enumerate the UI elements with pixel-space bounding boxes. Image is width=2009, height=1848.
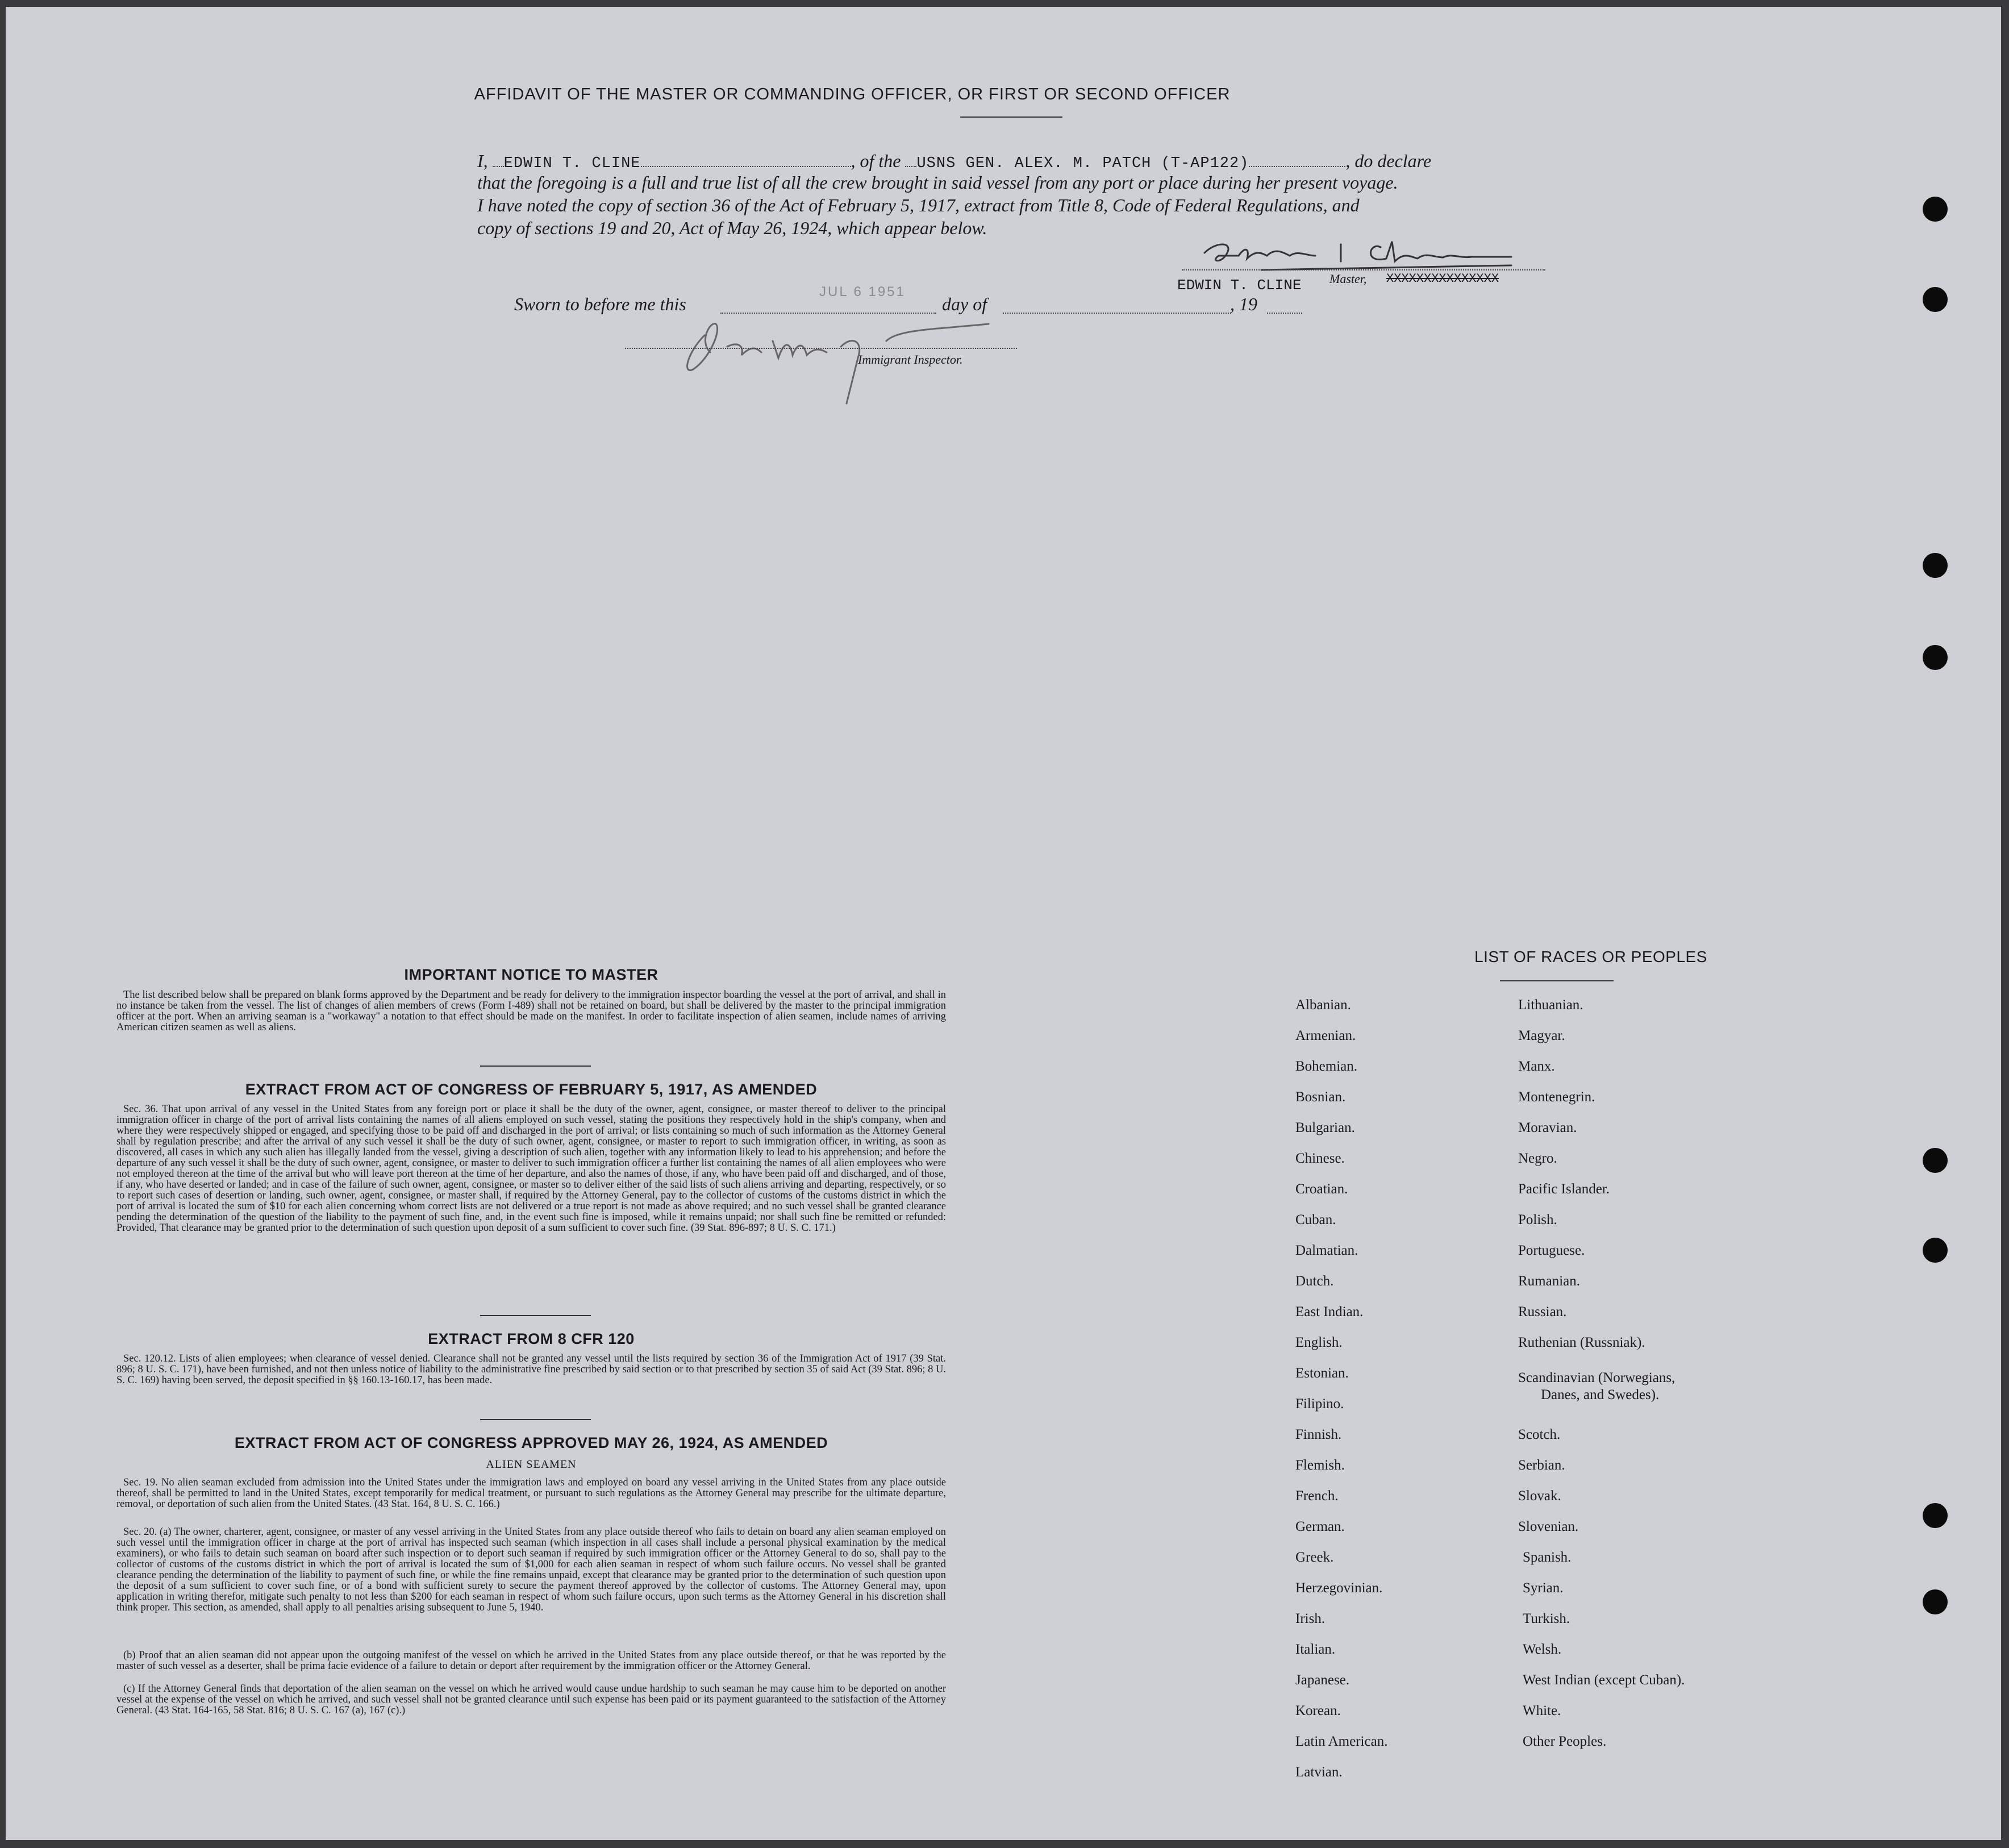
race-left-item: Albanian. bbox=[1295, 997, 1351, 1013]
race-left-item: Bohemian. bbox=[1295, 1059, 1358, 1074]
race-right-item: Scotch. bbox=[1518, 1427, 1561, 1442]
race-right-item: Montenegrin. bbox=[1518, 1089, 1595, 1105]
do-declare-text: , do declare bbox=[1345, 151, 1432, 171]
race-left-item: Croatian. bbox=[1295, 1181, 1348, 1197]
affidavit-line-3: I have noted the copy of section 36 of the Act of February 5, 1917, extract from Title 8, Code of Federal Regulations, and bbox=[477, 195, 1360, 215]
race-right-item: Syrian. bbox=[1523, 1580, 1564, 1596]
notice-divider bbox=[480, 1065, 591, 1067]
punch-hole bbox=[1923, 1238, 1948, 1263]
master-label: Master, bbox=[1329, 272, 1367, 286]
struck-title: XXXXXXXXXXXXXXX bbox=[1386, 272, 1499, 286]
race-left-item: Estonian. bbox=[1295, 1366, 1349, 1381]
race-left-item: Greek. bbox=[1295, 1550, 1334, 1565]
extract-1924-subtitle: ALIEN SEAMEN bbox=[486, 1458, 577, 1471]
of-the-text: , of the bbox=[851, 151, 901, 171]
race-right-item: Serbian. bbox=[1518, 1458, 1565, 1473]
race-right-item: Lithuanian. bbox=[1518, 997, 1583, 1013]
punch-hole bbox=[1923, 1589, 1948, 1614]
extract-1924-title: EXTRACT FROM ACT OF CONGRESS APPROVED MAY 26, 1924, AS AMENDED bbox=[234, 1434, 828, 1451]
year-prefix: , 19 bbox=[1230, 294, 1257, 314]
extract-1917-divider bbox=[480, 1315, 591, 1316]
race-right-item: Pacific Islander. bbox=[1518, 1181, 1610, 1197]
punch-hole bbox=[1923, 553, 1948, 578]
punch-hole bbox=[1923, 1148, 1948, 1173]
race-left-item: Finnish. bbox=[1295, 1427, 1342, 1442]
sec-19-text: Sec. 19. No alien seaman excluded from admission into the United States under the immigration laws and employed on board any vessel arriving in the United States from any place outside thereof, shall be permitted to land in the United States, except temporarily for medical treatment, or pursuant to such regulations as the Attorney General may prescribe for the ultimate departure, removal, or deportation of such alien from the United States. (43 Stat. 164, 8 U. S. C. 166.) bbox=[116, 1477, 946, 1510]
race-right-item: Welsh. bbox=[1523, 1642, 1562, 1657]
inspector-label: Immigrant Inspector. bbox=[858, 352, 963, 367]
race-left-item: Armenian. bbox=[1295, 1028, 1356, 1043]
day-of-text: day of bbox=[942, 294, 987, 314]
scan-edge-top bbox=[0, 0, 2009, 7]
affidavit-line-1 bbox=[477, 149, 1431, 172]
race-left-item: Italian. bbox=[1295, 1642, 1336, 1657]
race-left-item: Bosnian. bbox=[1295, 1089, 1346, 1105]
race-right-item: Turkish. bbox=[1523, 1611, 1570, 1626]
race-left-item: German. bbox=[1295, 1519, 1345, 1534]
race-right-item: Spanish. bbox=[1523, 1550, 1572, 1565]
race-right-item: Manx. bbox=[1518, 1059, 1555, 1074]
race-right-item: Slovenian. bbox=[1518, 1519, 1579, 1534]
punch-hole bbox=[1923, 645, 1948, 670]
race-right-item: West Indian (except Cuban). bbox=[1523, 1672, 1685, 1688]
scan-edge-right bbox=[2001, 0, 2009, 1848]
race-right-item: Negro. bbox=[1518, 1151, 1557, 1166]
signature-line bbox=[1182, 269, 1545, 270]
race-left-item: Chinese. bbox=[1295, 1151, 1345, 1166]
signature-typed-name: EDWIN T. CLINE bbox=[1177, 277, 1302, 294]
races-divider bbox=[1500, 980, 1614, 981]
race-left-item: Dutch. bbox=[1295, 1273, 1334, 1289]
race-left-item: Cuban. bbox=[1295, 1212, 1336, 1227]
race-left-item: Herzegovinian. bbox=[1295, 1580, 1383, 1596]
race-right-item-continued: Danes, and Swedes). bbox=[1541, 1387, 1660, 1402]
race-left-item: Latin American. bbox=[1295, 1734, 1388, 1749]
punch-hole bbox=[1923, 197, 1948, 222]
race-right-item: Other Peoples. bbox=[1523, 1734, 1607, 1749]
race-right-item: White. bbox=[1523, 1703, 1561, 1718]
race-right-item: Moravian. bbox=[1518, 1120, 1577, 1135]
sec-20c-text: (c) If the Attorney General finds that deportation of the alien seaman on the vessel on which he arrived would cause undue hardship to such seaman he may cause him to be deported on another vessel at the expense of the vessel on which he arrived, and such vessel shall not be granted clearance until such expense has been paid or its payment guaranteed to the satisfaction of the Attorney General. (43 Stat. 164-165, 58 Stat. 816; 8 U. S. C. 167 (a), 167 (c).) bbox=[116, 1683, 946, 1716]
race-right-item: Polish. bbox=[1518, 1212, 1557, 1227]
punch-hole bbox=[1923, 1503, 1948, 1528]
affidavit-i: I, bbox=[477, 151, 488, 171]
sworn-text: Sworn to before me this bbox=[514, 294, 686, 314]
race-left-item: Korean. bbox=[1295, 1703, 1341, 1718]
title-divider bbox=[960, 116, 1062, 118]
master-name: EDWIN T. CLINE bbox=[503, 155, 641, 172]
race-left-item: Filipino. bbox=[1295, 1396, 1344, 1412]
month-line bbox=[1003, 313, 1231, 314]
sec-20b-text: (b) Proof that an alien seaman did not appear upon the outgoing manifest of the vessel on which he arrived in the United States from any place outside thereof, or that he was reported by the master of such vessel as a deserter, shall be prima facie evidence of a failure to detain or deport after requirement by the immigration officer or the Attorney General. bbox=[116, 1650, 946, 1672]
scan-edge-bottom bbox=[0, 1840, 2009, 1848]
race-left-item: Dalmatian. bbox=[1295, 1243, 1358, 1258]
extract-1917-body: Sec. 36. That upon arrival of any vessel in the United States from any foreign port or place it shall be the duty of the owner, agent, consignee, or master thereof to deliver to the principal immigration officer in charge of the port of arrival lists containing the names of all aliens employed on such vessel, stating the positions they respectively hold in the ship's company, when and where they were respectively shipped or engaged, and specifying those to be paid off and discharged in the port of arrival; or lists containing so much of such information as the Attorney General shall by regulation prescribe; and after the arrival of any such vessel it shall be the duty of such owner, agent, consignee, or master to report to such immigration officer, in writing, as soon as discovered, all cases in which any such alien has illegally landed from the vessel, giving a description of such alien, together with any information likely to lead to his apprehension; and before the departure of any such vessel it shall be the duty of such owner, agent, consignee, or master to deliver to such immigration officer a further list containing the names of all alien employees who were not employed thereon at the time of the arrival but who will leave port thereon at the time of her departure, and also the names of those, if any, who have been paid off and discharged, and of those, if any, who have deserted or landed; and in case of the failure of such owner, agent, consignee, or master so to deliver either of the said lists of such aliens arriving and departing, respectively, or so to report such cases of desertion or landing, such owner, agent, consignee, or master shall, if required by the Attorney General, pay to the collector of customs of the customs district in which the port of arrival is located the sum of $10 for each alien concerning whom correct lists are not delivered or a true report is not made as above required; and no such vessel shall be granted clearance pending the determination of the question of the liability to the payment of such fine, and, in the event such fine is imposed, while it remains unpaid; nor shall such fine be remitted or refunded: Provided, That clearance may be granted prior to the determination of such question upon deposit of a sum sufficient to cover such fine. (39 Stat. 896-897; 8 U. S. C. 171.) bbox=[116, 1104, 946, 1234]
race-left-item: Japanese. bbox=[1295, 1672, 1350, 1688]
affidavit-line-2: that the foregoing is a full and true list of all the crew brought in said vessel from any port or place during her present voyage. bbox=[477, 172, 1398, 193]
vessel-name: USNS GEN. ALEX. M. PATCH (T-AP122) bbox=[916, 155, 1249, 172]
race-right-item: Portuguese. bbox=[1518, 1243, 1585, 1258]
race-left-item: Latvian. bbox=[1295, 1764, 1343, 1780]
extract-cfr-divider bbox=[480, 1419, 591, 1420]
race-left-item: English. bbox=[1295, 1335, 1343, 1350]
extract-cfr-title: EXTRACT FROM 8 CFR 120 bbox=[428, 1330, 635, 1347]
race-left-item: Flemish. bbox=[1295, 1458, 1345, 1473]
race-left-item: French. bbox=[1295, 1488, 1339, 1504]
race-left-item: East Indian. bbox=[1295, 1304, 1364, 1320]
affidavit-line-4: copy of sections 19 and 20, Act of May 26, 1924, which appear below. bbox=[477, 218, 987, 238]
date-stamp: JUL 6 1951 bbox=[819, 284, 906, 299]
punch-hole bbox=[1923, 287, 1948, 312]
race-right-item: Scandinavian (Norwegians, bbox=[1518, 1370, 1675, 1385]
extract-cfr-body: Sec. 120.12. Lists of alien employees; when clearance of vessel denied. Clearance shall not be granted any vessel until the lists required by section 36 of the Immigration Act of 1917 (39 Stat. 896; 8 U. S. C. 171), have been furnished, and not then unless notice of liability to the administrative fine prescribed by said section or to that prescribed by section 35 of said Act (39 Stat. 896; 8 U. S. C. 169) having been served, the deposit specified in §§ 160.13-160.17, has been made. bbox=[116, 1353, 946, 1386]
affidavit-title: AFFIDAVIT OF THE MASTER OR COMMANDING OFFICER, OR FIRST OR SECOND OFFICER bbox=[474, 85, 1231, 103]
race-right-item: Magyar. bbox=[1518, 1028, 1565, 1043]
race-left-item: Irish. bbox=[1295, 1611, 1326, 1626]
year-line bbox=[1267, 313, 1302, 314]
notice-body: The list described below shall be prepared on blank forms approved by the Department and be ready for delivery to the immigration inspector boarding the vessel at the port of arrival, and shall in no instance be taken from the vessel. The list of changes of alien members of crews (Form I-489) shall not be retained on board, but shall be delivered by the master to the principal immigration officer at the port. When an arriving seaman is a "workaway" a notation to that effect should be made on the manifest. In order to facilitate inspection of alien seamen, include names of arriving American citizen seamen as well as aliens. bbox=[116, 989, 946, 1033]
race-right-item: Slovak. bbox=[1518, 1488, 1561, 1504]
extract-1917-title: EXTRACT FROM ACT OF CONGRESS OF FEBRUARY 5, 1917, AS AMENDED bbox=[245, 1081, 818, 1098]
notice-title: IMPORTANT NOTICE TO MASTER bbox=[404, 966, 658, 983]
races-title: LIST OF RACES OR PEOPLES bbox=[1474, 948, 1707, 965]
scan-edge-left bbox=[0, 0, 6, 1848]
race-left-item: Bulgarian. bbox=[1295, 1120, 1355, 1135]
sec-20a-text: Sec. 20. (a) The owner, charterer, agent, consignee, or master of any vessel arriving in the United States from any place outside thereof who fails to detain on board any alien seaman employed on such vessel until the immigration officer in charge at the port of arrival has inspected such seaman (which inspection in all cases shall include a personal physical examination by the medical examiners), or who fails to detain such seaman on board after such inspection or to deport such seaman if required by such immigration officer or the Attorney General to do so, shall pay to the collector of customs of the customs district in which the port of arrival is located the sum of $1,000 for each alien seaman in respect of whom such failure occurs. No vessel shall be granted clearance pending the determination of the liability to payment of such fine, or while the fine remains unpaid, except that clearance may be granted prior to the determination of such question upon the deposit of a sum sufficient to cover such fine, or of a bond with sufficient surety to secure the payment thereof approved by the collector of customs. The Attorney General may, upon application in writing therefor, mitigate such penalty to not less than $200 for each seaman in respect of whom such failure occurs, upon such terms as the Attorney General in his discretion shall think proper. This section, as amended, shall apply to all penalties arising subsequent to June 5, 1940. bbox=[116, 1526, 946, 1613]
race-right-item: Ruthenian (Russniak). bbox=[1518, 1335, 1645, 1350]
race-right-item: Russian. bbox=[1518, 1304, 1567, 1320]
race-right-item: Rumanian. bbox=[1518, 1273, 1581, 1289]
inspector-line bbox=[625, 348, 1017, 349]
